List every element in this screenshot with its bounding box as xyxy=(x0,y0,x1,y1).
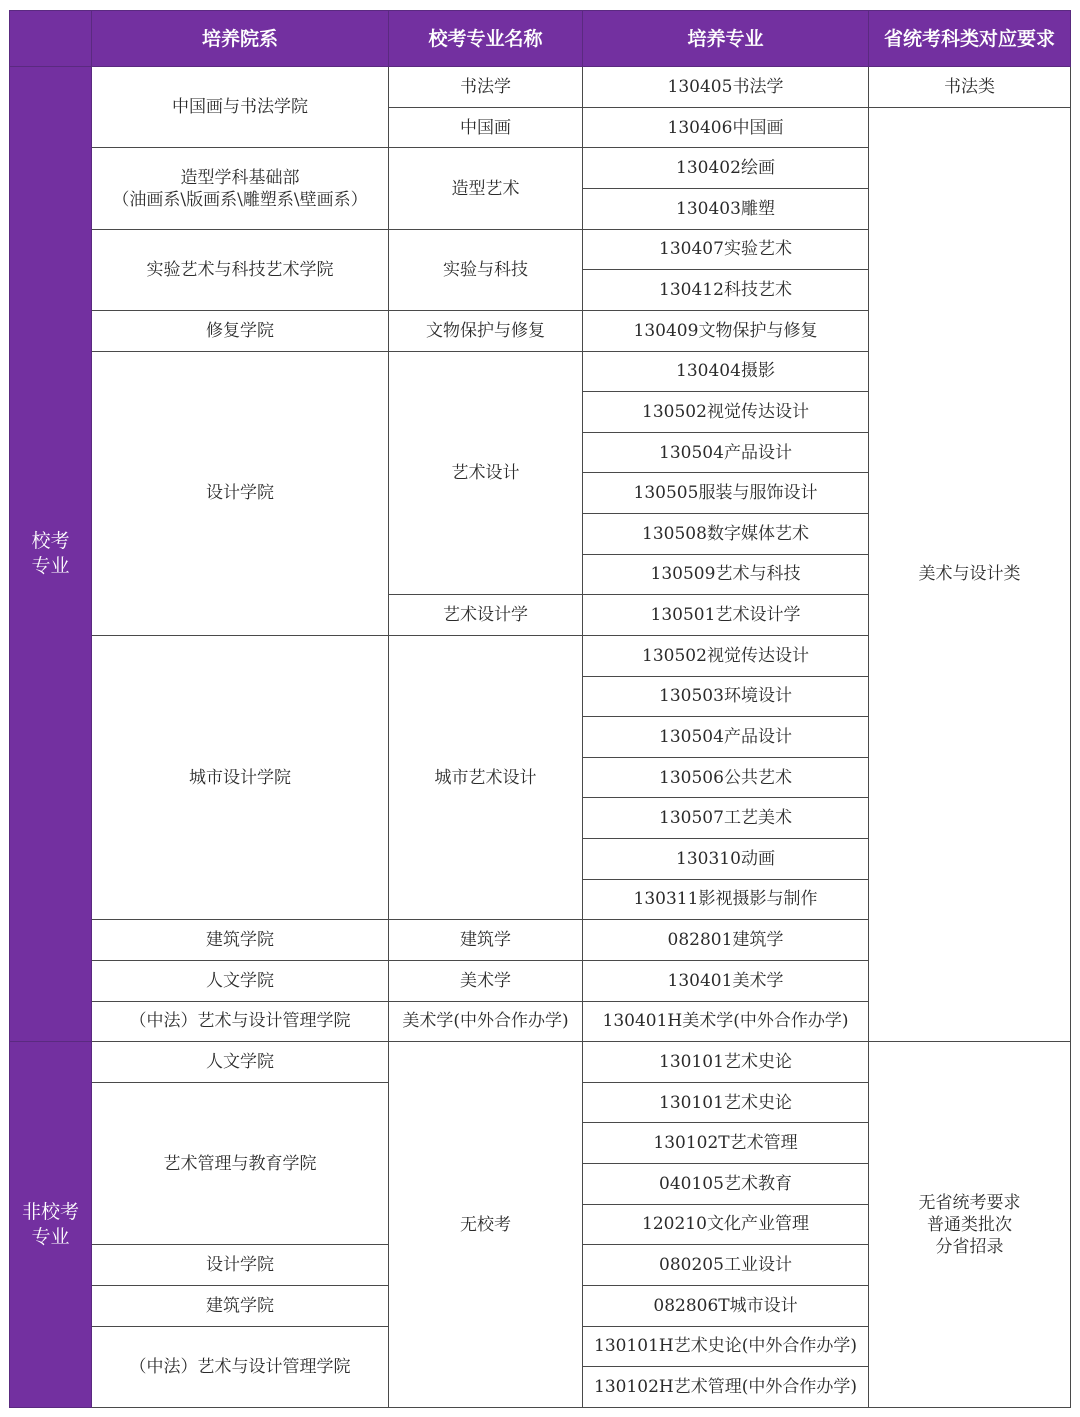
header-major: 培养专业 xyxy=(583,11,869,67)
requirement-cell: 书法类 xyxy=(869,67,1071,108)
major-cell: 130502视觉传达设计 xyxy=(583,635,869,676)
table-row xyxy=(10,1042,1071,1083)
dept-cell: 实验艺术与科技艺术学院 xyxy=(92,229,389,310)
dept-cell: 设计学院 xyxy=(92,351,389,635)
major-cell: 130401美术学 xyxy=(583,960,869,1001)
dept-cell: （中法）艺术与设计管理学院 xyxy=(92,1001,389,1042)
major-cell: 082806T城市设计 xyxy=(583,1285,869,1326)
major-cell: 130506公共艺术 xyxy=(583,757,869,798)
exam-name-cell: 美术学(中外合作办学) xyxy=(389,1001,583,1042)
exam-name-cell: 造型艺术 xyxy=(389,148,583,229)
dept-cell: 建筑学院 xyxy=(92,1285,389,1326)
major-cell: 130501艺术设计学 xyxy=(583,595,869,636)
major-cell: 130102T艺术管理 xyxy=(583,1123,869,1164)
exam-name-cell: 艺术设计 xyxy=(389,351,583,595)
major-cell: 080205工业设计 xyxy=(583,1245,869,1286)
major-cell: 130406中国画 xyxy=(583,107,869,148)
exam-name-cell: 建筑学 xyxy=(389,920,583,961)
major-cell: 130502视觉传达设计 xyxy=(583,392,869,433)
major-cell: 130403雕塑 xyxy=(583,189,869,230)
major-cell: 130412科技艺术 xyxy=(583,270,869,311)
major-cell: 130504产品设计 xyxy=(583,717,869,758)
dept-cell: （中法）艺术与设计管理学院 xyxy=(92,1326,389,1407)
major-cell: 130407实验艺术 xyxy=(583,229,869,270)
major-cell: 040105艺术教育 xyxy=(583,1164,869,1205)
requirement-cell: 无省统考要求 普通类批次 分省招录 xyxy=(869,1042,1071,1408)
major-cell: 130311影视摄影与制作 xyxy=(583,879,869,920)
requirement-cell: 美术与设计类 xyxy=(869,107,1071,1041)
dept-cell: 人文学院 xyxy=(92,960,389,1001)
dept-cell: 造型学科基础部 （油画系\版画系\雕塑系\壁画系） xyxy=(92,148,389,229)
major-cell: 130102H艺术管理(中外合作办学) xyxy=(583,1367,869,1408)
major-cell: 130101艺术史论 xyxy=(583,1082,869,1123)
exam-name-cell: 中国画 xyxy=(389,107,583,148)
dept-cell: 中国画与书法学院 xyxy=(92,67,389,148)
header-requirement: 省统考科类对应要求 xyxy=(869,11,1071,67)
dept-cell: 人文学院 xyxy=(92,1042,389,1083)
dept-cell: 艺术管理与教育学院 xyxy=(92,1082,389,1245)
major-cell: 130404摄影 xyxy=(583,351,869,392)
major-cell: 130505服装与服饰设计 xyxy=(583,473,869,514)
table-row xyxy=(10,67,1071,108)
header-row xyxy=(10,11,1071,67)
major-cell: 130402绘画 xyxy=(583,148,869,189)
exam-name-cell: 城市艺术设计 xyxy=(389,635,583,919)
major-cell: 130503环境设计 xyxy=(583,676,869,717)
header-blank xyxy=(10,11,92,67)
major-cell: 130508数字媒体艺术 xyxy=(583,514,869,555)
admission-table xyxy=(9,10,1071,1408)
major-cell: 130409文物保护与修复 xyxy=(583,310,869,351)
major-cell: 130405书法学 xyxy=(583,67,869,108)
major-cell: 130401H美术学(中外合作办学) xyxy=(583,1001,869,1042)
major-cell: 130101H艺术史论(中外合作办学) xyxy=(583,1326,869,1367)
dept-cell: 建筑学院 xyxy=(92,920,389,961)
exam-name-cell: 无校考 xyxy=(389,1042,583,1408)
exam-name-cell: 艺术设计学 xyxy=(389,595,583,636)
exam-name-cell: 实验与科技 xyxy=(389,229,583,310)
section-exam-label: 校考 专业 xyxy=(10,67,92,1042)
major-cell: 130507工艺美术 xyxy=(583,798,869,839)
major-cell: 130504产品设计 xyxy=(583,432,869,473)
major-cell: 082801建筑学 xyxy=(583,920,869,961)
exam-name-cell: 文物保护与修复 xyxy=(389,310,583,351)
header-dept: 培养院系 xyxy=(92,11,389,67)
dept-cell: 修复学院 xyxy=(92,310,389,351)
section-nonexam-label: 非校考 专业 xyxy=(10,1042,92,1408)
exam-name-cell: 书法学 xyxy=(389,67,583,108)
header-exam-name: 校考专业名称 xyxy=(389,11,583,67)
dept-cell: 设计学院 xyxy=(92,1245,389,1286)
major-cell: 130310动画 xyxy=(583,839,869,880)
major-cell: 120210文化产业管理 xyxy=(583,1204,869,1245)
major-cell: 130101艺术史论 xyxy=(583,1042,869,1083)
major-cell: 130509艺术与科技 xyxy=(583,554,869,595)
exam-name-cell: 美术学 xyxy=(389,960,583,1001)
dept-cell: 城市设计学院 xyxy=(92,635,389,919)
